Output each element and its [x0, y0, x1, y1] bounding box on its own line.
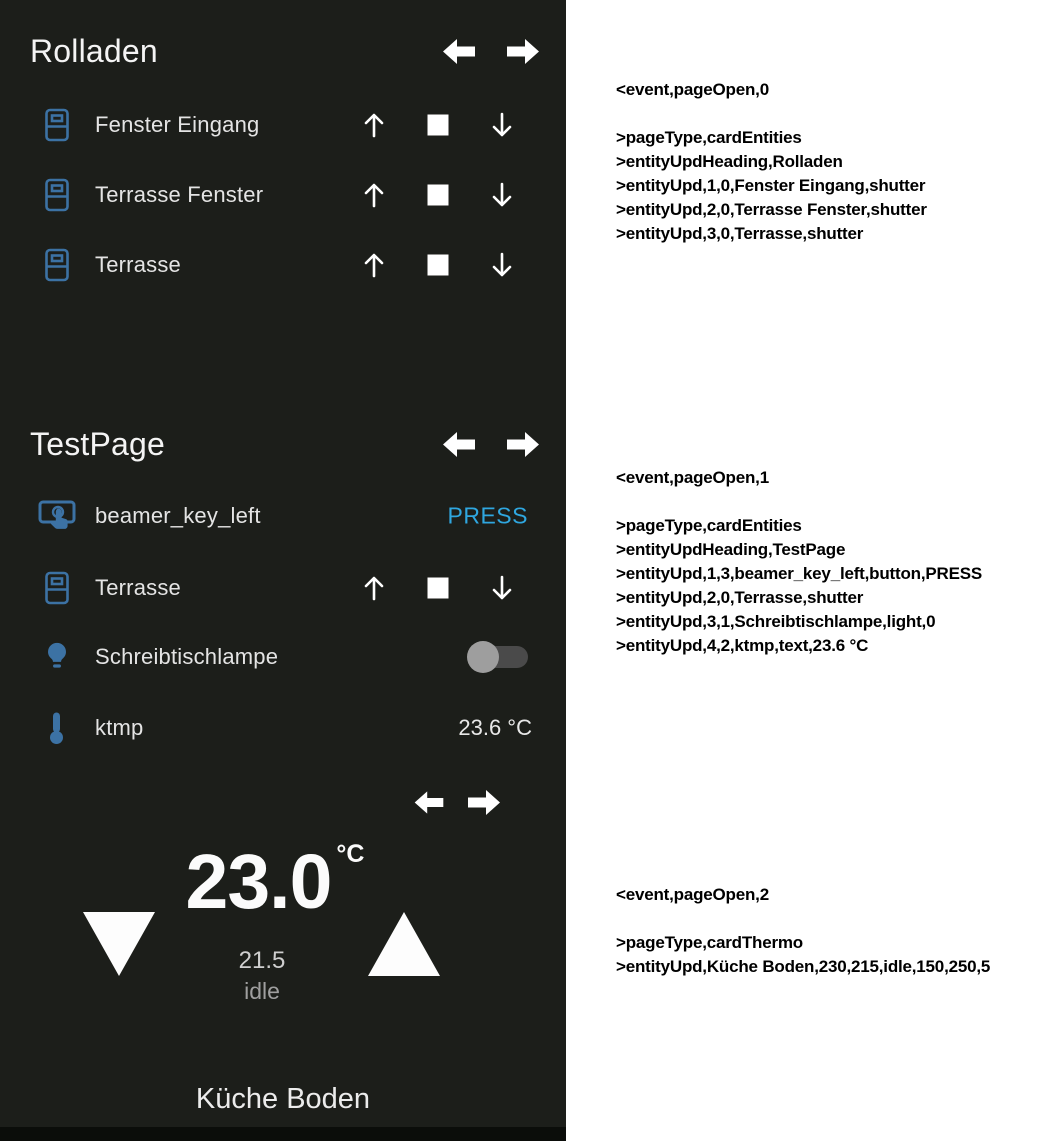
shutter-icon [44, 178, 70, 213]
log-line: <event,pageOpen,2 [616, 885, 769, 904]
log-line: >pageType,cardEntities [616, 516, 802, 535]
shutter-stop-button[interactable] [428, 185, 449, 206]
card-rolladen-header [0, 26, 566, 76]
shutter-up-button[interactable] [361, 574, 387, 602]
log-line: >entityUpd,3,0,Terrasse,shutter [616, 224, 864, 243]
entity-label: Terrasse [95, 252, 181, 277]
toggle-knob [467, 641, 499, 673]
shutter-up-button[interactable] [361, 111, 387, 139]
nav-next-button[interactable] [504, 36, 542, 67]
nav-prev-button[interactable] [440, 36, 478, 67]
log-line: >entityUpd,4,2,ktmp,text,23.6 °C [616, 636, 869, 655]
sensor-value: 23.6 °C [458, 715, 532, 740]
shutter-down-button[interactable] [489, 574, 515, 602]
shutter-icon [44, 248, 70, 283]
entity-label: Fenster Eingang [95, 112, 260, 137]
page-title: TestPage [30, 425, 166, 462]
entity-row-fenster-eingang [0, 102, 566, 148]
setpoint-value: 21.5 [238, 947, 286, 974]
entity-label: Schreibtischlampe [95, 644, 279, 669]
lightbulb-icon [42, 641, 72, 673]
entity-row-beamer-key-left [0, 493, 566, 539]
shutter-down-button[interactable] [489, 181, 515, 209]
page-nav [440, 429, 542, 460]
page-title: Rolladen [30, 32, 158, 69]
log-line [616, 490, 982, 514]
thermo-entity-title: Küche Boden [195, 1083, 371, 1115]
gesture-tap-icon [38, 498, 78, 534]
entity-row-terrasse-fenster [0, 172, 566, 218]
log-block-page2 [616, 883, 990, 979]
shutter-icon [44, 571, 70, 606]
nav-next-button[interactable] [464, 787, 504, 818]
shutter-stop-button[interactable] [428, 115, 449, 136]
log-line: >entityUpd,2,0,Terrasse,shutter [616, 588, 864, 607]
shutter-stop-button[interactable] [428, 578, 449, 599]
log-line: <event,pageOpen,0 [616, 80, 769, 99]
log-line: >pageType,cardEntities [616, 128, 802, 147]
current-temperature-value: 23.0 [185, 839, 332, 925]
entity-row-terrasse-2 [0, 565, 566, 611]
shutter-down-button[interactable] [489, 251, 515, 279]
entity-label: Terrasse [95, 575, 181, 600]
page-nav [440, 36, 542, 67]
thermometer-icon [48, 711, 65, 745]
entity-row-terrasse [0, 242, 566, 288]
card-testpage-header [0, 419, 566, 469]
shutter-up-button[interactable] [361, 251, 387, 279]
log-line: >entityUpdHeading,TestPage [616, 540, 846, 559]
nav-prev-button[interactable] [440, 429, 478, 460]
entity-label: ktmp [95, 715, 144, 740]
log-block-page1 [616, 466, 982, 658]
log-line [616, 907, 990, 931]
log-line: >entityUpd,1,0,Fenster Eingang,shutter [616, 176, 926, 195]
card-thermo-header [0, 777, 566, 827]
log-line [616, 102, 927, 126]
light-toggle[interactable] [470, 646, 528, 668]
hvac-state: idle [244, 978, 280, 1004]
shutter-icon [44, 108, 70, 143]
log-line: >entityUpd,3,1,Schreibtischlampe,light,0 [616, 612, 936, 631]
log-line: >entityUpdHeading,Rolladen [616, 152, 843, 171]
press-button[interactable]: PRESS [447, 502, 528, 529]
log-line: <event,pageOpen,1 [616, 468, 769, 487]
shutter-stop-button[interactable] [428, 255, 449, 276]
shutter-down-button[interactable] [489, 111, 515, 139]
log-block-page0 [616, 78, 927, 246]
log-line: >pageType,cardThermo [616, 933, 803, 952]
entity-label: beamer_key_left [95, 503, 261, 528]
panel-bottom-strip [0, 1127, 566, 1141]
shutter-up-button[interactable] [361, 181, 387, 209]
entity-label: Terrasse Fenster [95, 182, 264, 207]
entity-row-ktmp [0, 705, 566, 751]
nav-next-button[interactable] [504, 429, 542, 460]
temperature-unit: °C [336, 840, 365, 868]
log-line: >entityUpd,Küche Boden,230,215,idle,150,250,5 [616, 957, 991, 976]
log-line: >entityUpd,2,0,Terrasse Fenster,shutter [616, 200, 927, 219]
entity-row-schreibtischlampe [0, 634, 566, 680]
page-nav [412, 787, 504, 818]
nav-prev-button[interactable] [412, 787, 446, 818]
log-line: >entityUpd,1,3,beamer_key_left,button,PRESS [616, 564, 982, 583]
